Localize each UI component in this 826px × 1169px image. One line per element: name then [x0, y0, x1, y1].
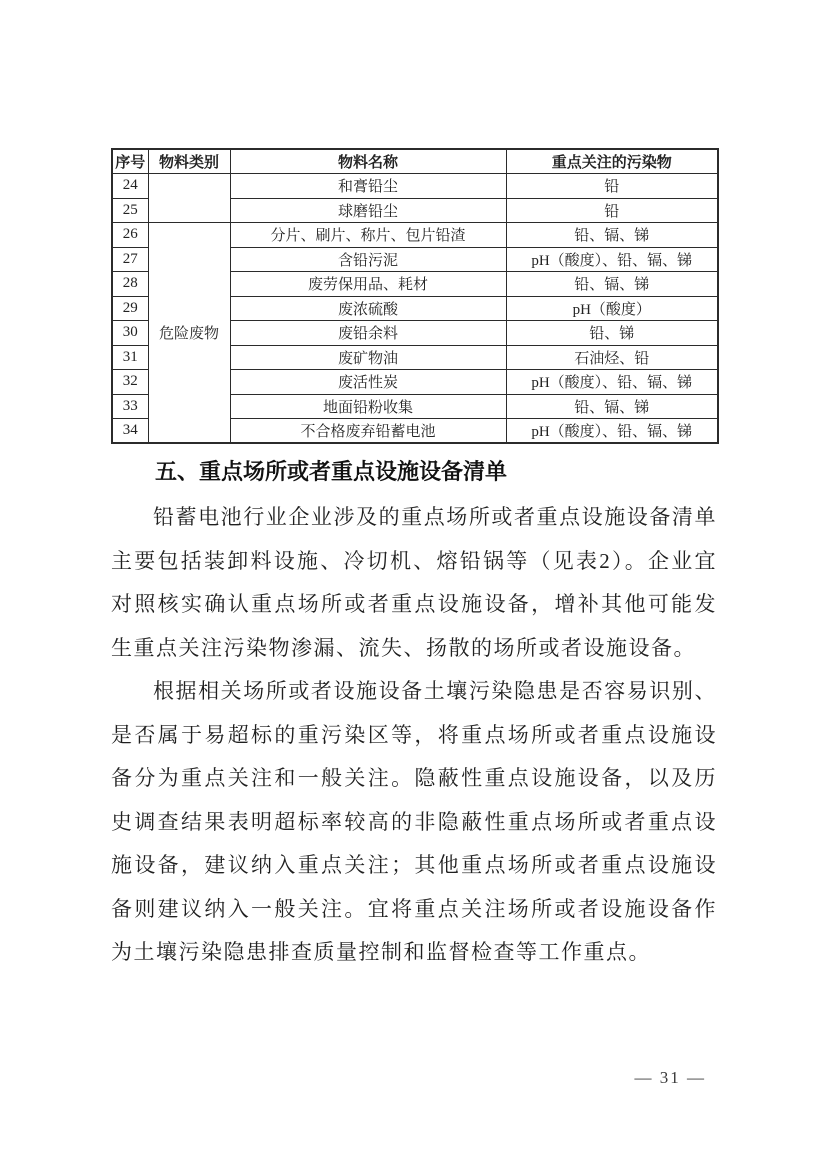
cell-serial-number: 27 [112, 247, 148, 272]
table-row [112, 223, 718, 248]
cell-pollutants: pH（酸度）、铅、镉、锑 [506, 419, 718, 444]
cell-serial-number: 33 [112, 394, 148, 419]
cell-pollutants: 铅、锑 [506, 321, 718, 346]
cell-pollutants: 石油烃、铅 [506, 345, 718, 370]
cell-material-name: 球磨铅尘 [230, 198, 506, 223]
header-row [112, 149, 718, 174]
cell-pollutants: pH（酸度） [506, 296, 718, 321]
column-header-material-name: 物料名称 [230, 149, 506, 174]
cell-material-category: 危险废物 [148, 223, 230, 444]
cell-material-name: 和膏铅尘 [230, 174, 506, 199]
cell-material-name: 分片、刷片、称片、包片铅渣 [230, 223, 506, 248]
paragraph-classification: 根据相关场所或者设施设备土壤污染隐患是否容易识别、是否属于易超标的重污染区等，将重点场所或者重点设施设备分为重点关注和一般关注。隐蔽性重点设施设备，以及历史调查结果表明超标率较高的非隐蔽性重点场所或者重点设施设备，建议纳入重点关注；其他重点场所或者重点设施设备则建议纳入一般关注。宜将重点关注场所或者设施设备作为土壤污染隐患排查质量控制和监督检查等工作重点。 [111, 679, 717, 964]
cell-material-name: 地面铅粉收集 [230, 394, 506, 419]
cell-serial-number: 34 [112, 419, 148, 444]
page-number: — 31 — [634, 1068, 706, 1087]
column-header-material-category: 物料类别 [148, 149, 230, 174]
column-header-pollutants: 重点关注的污染物 [506, 149, 718, 174]
cell-pollutants: pH（酸度）、铅、镉、锑 [506, 370, 718, 395]
cell-serial-number: 25 [112, 198, 148, 223]
cell-material-name: 废活性炭 [230, 370, 506, 395]
cell-pollutants: pH（酸度）、铅、镉、锑 [506, 247, 718, 272]
cell-pollutants: 铅、镉、锑 [506, 394, 718, 419]
cell-pollutants: 铅、镉、锑 [506, 223, 718, 248]
cell-material-category [148, 174, 230, 223]
cell-serial-number: 24 [112, 174, 148, 199]
column-header-serial-number: 序号 [112, 149, 148, 174]
materials-table-body [112, 174, 718, 444]
section-heading: 五、重点场所或者重点设施设备清单 [155, 459, 508, 484]
cell-pollutants: 铅、镉、锑 [506, 272, 718, 297]
cell-pollutants: 铅 [506, 174, 718, 199]
cell-serial-number: 28 [112, 272, 148, 297]
materials-table [111, 148, 719, 444]
document-content [111, 148, 717, 975]
materials-table-header [112, 149, 718, 174]
cell-material-name: 不合格废弃铅蓄电池 [230, 419, 506, 444]
cell-serial-number: 30 [112, 321, 148, 346]
cell-pollutants: 铅 [506, 198, 718, 223]
cell-material-name: 废矿物油 [230, 345, 506, 370]
cell-serial-number: 26 [112, 223, 148, 248]
cell-material-name: 废浓硫酸 [230, 296, 506, 321]
cell-serial-number: 32 [112, 370, 148, 395]
paragraph-overview: 铅蓄电池行业企业涉及的重点场所或者重点设施设备清单主要包括装卸料设施、冷切机、熔铅锅等（见表2）。企业宜对照核实确认重点场所或者重点设施设备，增补其他可能发生重点关注污染物渗漏、流失、扬散的场所或者设施设备。 [111, 505, 717, 660]
cell-material-name: 废铅余料 [230, 321, 506, 346]
cell-material-name: 废劳保用品、耗材 [230, 272, 506, 297]
table-row [112, 174, 718, 199]
cell-serial-number: 29 [112, 296, 148, 321]
cell-serial-number: 31 [112, 345, 148, 370]
cell-material-name: 含铅污泥 [230, 247, 506, 272]
